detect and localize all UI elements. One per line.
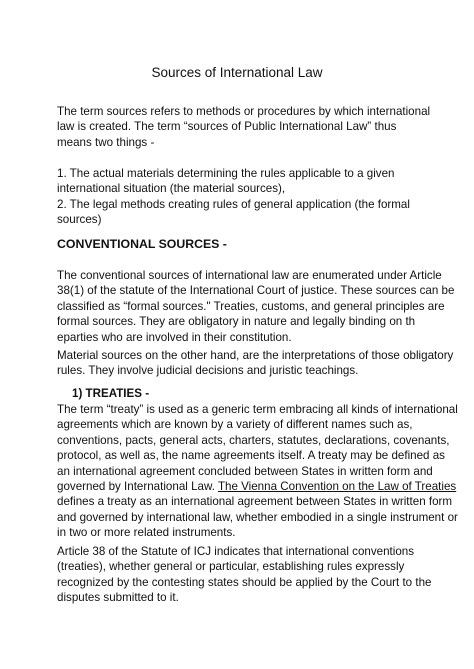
treaties-paragraph [57, 402, 458, 541]
point-line: sources) [57, 213, 102, 227]
intro-line: means two things - [57, 135, 155, 149]
paragraph-line: The conventional sources of international law are enumerated under Article [57, 269, 442, 282]
intro-line: law is created. The term “sources of Public International Law” thus [57, 120, 397, 134]
paragraph-line: Article 38 of the Statute of ICJ indicates that international conventions [57, 545, 415, 558]
points-list [57, 166, 425, 228]
document-title: Sources of International Law [151, 65, 323, 80]
line-prefix: governed by International Law. [57, 479, 218, 493]
paragraph-line: defines a treaty as an international agreement between States in written form [57, 495, 453, 509]
paragraph-line: 38(1) of the statute of the International Court of justice. These sources can be [57, 284, 455, 298]
paragraph-line: conventions, pacts, general acts, charters, statutes, declarations, covenants, [57, 433, 450, 447]
paragraph-line: eparties who are involved in their constitution. [57, 330, 292, 344]
point-line: 1. The actual materials determining the rules applicable to a given [57, 167, 395, 180]
paragraph-line: rules. They involve judicial decisions and juristic teachings. [57, 364, 359, 378]
paragraph-line: (treaties), whether general or particular, establishing rules expressly [57, 560, 405, 574]
treaties-heading: 1) TREATIES - [72, 387, 150, 400]
point-line: international situation (the material sources), [57, 182, 286, 196]
paragraph-line: in two or more related instruments. [57, 526, 236, 540]
paragraph-line: an international agreement concluded between States in written form and [57, 464, 433, 478]
paragraph-line: recognized by the contesting states should be applied by the Court to the [57, 575, 432, 589]
paragraph-line: and governed by international law, whether embodied in a single instrument or [57, 510, 458, 524]
paragraph-line: agreements which are known by a variety of different names such as, [57, 418, 413, 432]
point-line: 2. The legal methods creating rules of general application (the formal [57, 197, 410, 211]
paragraph-line: disputes submitted to it. [57, 591, 179, 605]
paragraph-line: formal sources. They are obligatory in nature and legally binding on th [57, 315, 416, 329]
intro-line: The term sources refers to methods or procedures by which international [57, 105, 431, 118]
paragraph-line: classified as “formal sources." Treaties, customs, and general principles are [57, 299, 445, 313]
material-sources-paragraph [57, 348, 454, 379]
conventional-sources-heading: CONVENTIONAL SOURCES - [57, 237, 227, 251]
vienna-convention-reference: The Vienna Convention on the Law of Treaties [217, 479, 457, 493]
paragraph-line: Material sources on the other hand, are the interpretations of those obligatory [57, 349, 454, 362]
article-38-paragraph [57, 544, 432, 606]
paragraph-line: protocol, as well as, the name agreements itself. A treaty may be defined as [57, 449, 445, 463]
intro-paragraph [57, 104, 431, 150]
conventional-paragraph [57, 268, 455, 345]
paragraph-line: The term “treaty” is used as a generic term embracing all kinds of international [57, 403, 458, 416]
paragraph-line [57, 479, 457, 494]
